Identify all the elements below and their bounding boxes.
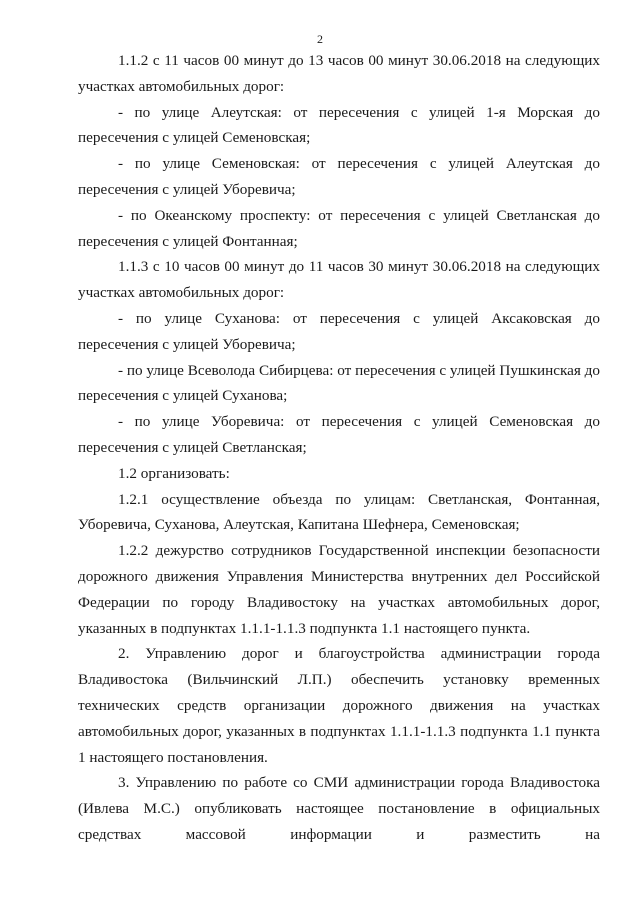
paragraph-1-2: 1.2 организовать: <box>118 464 230 482</box>
list-item-okeansky: - по Океанскому проспекту: от пересечения с улицей Светланская до пересечения с улицей Фонтанная; <box>78 206 600 250</box>
paragraph-1-2-1: 1.2.1 осуществление объезда по улицам: Светланская, Фонтанная, Уборевича, Суханова, Алеутская, Капитана Шефнера, Семеновская; <box>78 490 600 534</box>
list-item-aleutskaya: - по улице Алеутская: от пересечения с улицей 1-я Морская до пересечения с улицей Семеновская; <box>78 103 600 147</box>
document-body <box>78 48 600 848</box>
list-item-sibirtseva: - по улице Всеволода Сибирцева: от пересечения с улицей Пушкинская до пересечения с улицей Суханова; <box>78 361 600 405</box>
paragraph-1-1-3: 1.1.3 с 10 часов 00 минут до 11 часов 30 минут 30.06.2018 на следующих участках автомобильных дорог: <box>78 258 600 302</box>
paragraph-1-2-2: 1.2.2 дежурство сотрудников Государственной инспекции безопасности дорожного движения Управления Министерства внутренних дел Российской Федерации по городу Владивостоку на участках автомобильных дорог, указанных в подпунктах 1.1.1-1.1.3 подпункта 1.1 настоящего пункта. <box>78 542 600 637</box>
paragraph-3: 3. Управлению по работе со СМИ администрации города Владивостока (Ивлева М.С.) опубликовать настоящее постановление в официальных средствах массовой информации и разместить на <box>78 774 600 843</box>
paragraph-2: 2. Управлению дорог и благоустройства администрации города Владивостока (Вильчинский Л.П.) обеспечить установку временных технических средств организации дорожного движения на участках автомобильных дорог, указанных в подпунктах 1.1.1-1.1.3 подпункта 1.1 пункта 1 настоящего постановления. <box>78 645 600 766</box>
list-item-sukhanova: - по улице Суханова: от пересечения с улицей Аксаковская до пересечения с улицей Уборевича; <box>78 309 600 353</box>
list-item-semenovskaya: - по улице Семеновская: от пересечения с улицей Алеутская до пересечения с улицей Уборевича; <box>78 155 600 198</box>
list-item-uborevicha: - по улице Уборевича: от пересечения с улицей Семеновская до пересечения с улицей Светланская; <box>78 413 600 456</box>
paragraph-1-1-2: 1.1.2 с 11 часов 00 минут до 13 часов 00 минут 30.06.2018 на следующих участках автомобильных дорог: <box>78 52 600 95</box>
page-number: 2 <box>317 32 323 46</box>
